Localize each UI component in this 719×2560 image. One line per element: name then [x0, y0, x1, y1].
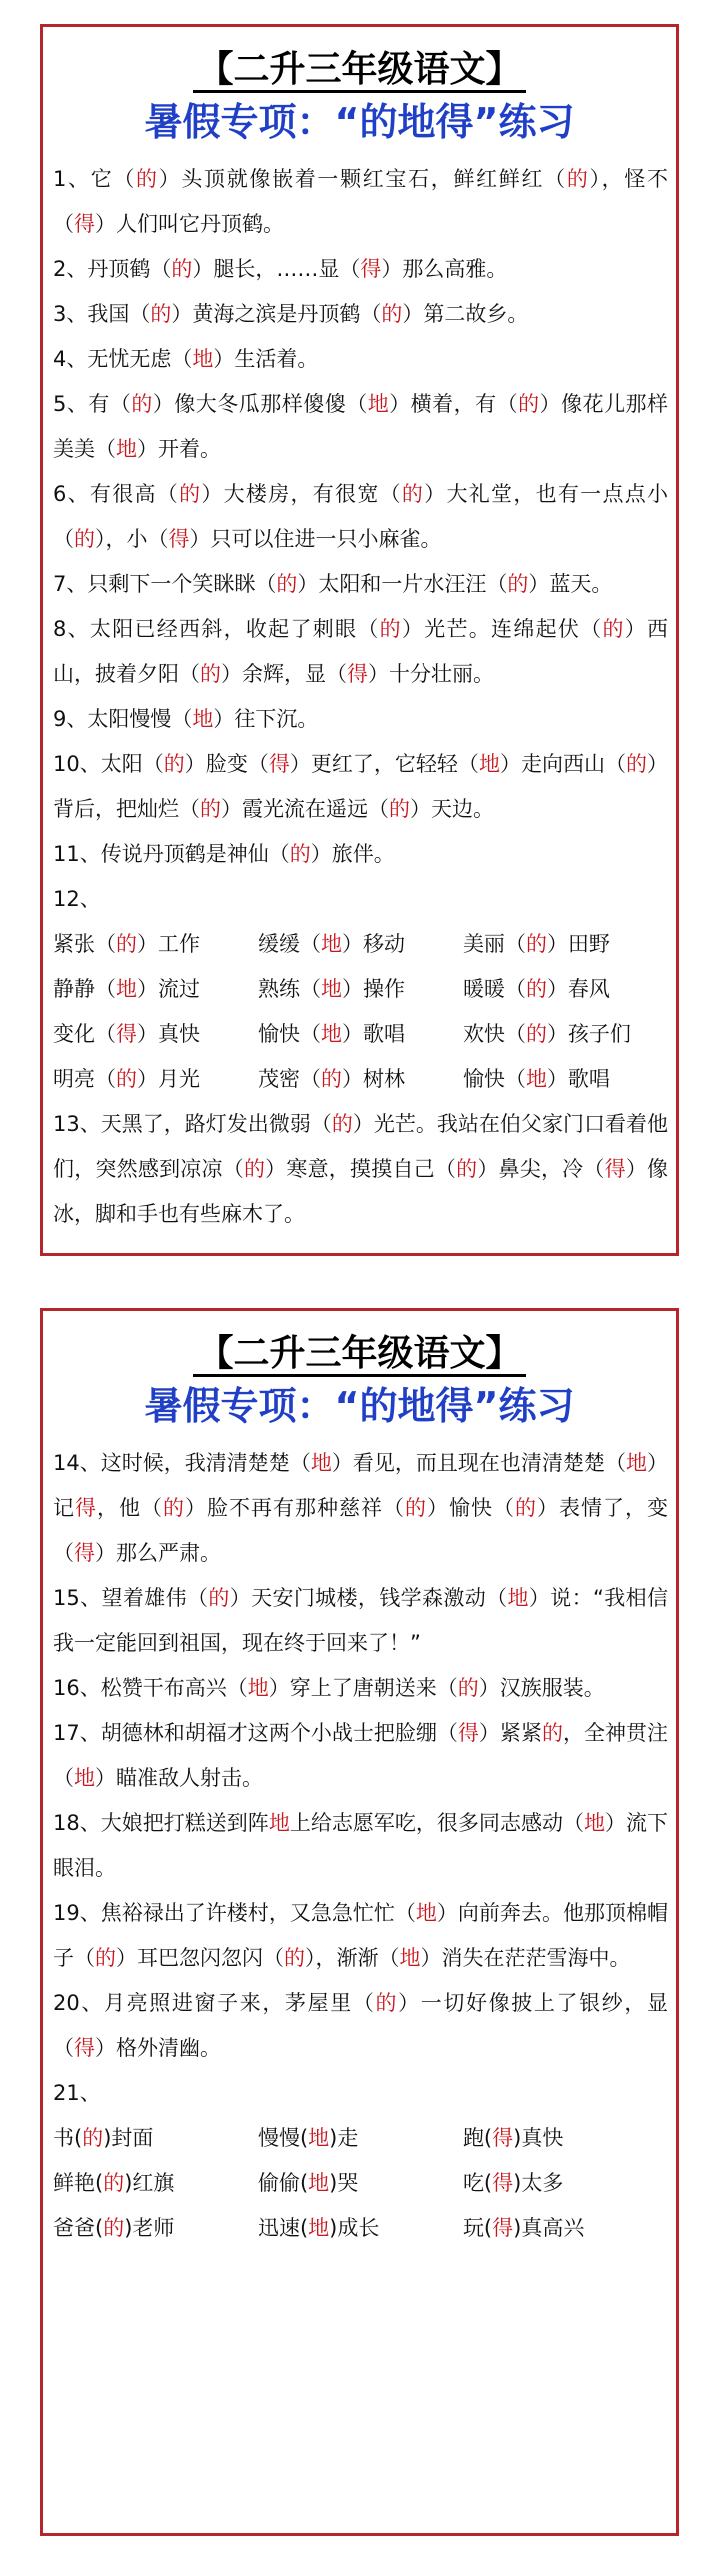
question-text: ）旅伴。: [310, 842, 395, 866]
question-list: [43, 1441, 676, 2116]
question-text: 迅速(: [257, 2216, 309, 2240]
question-text: 暖暖（: [462, 977, 526, 1001]
answer-word: 得: [492, 2216, 514, 2240]
question-text: )老师: [124, 2216, 175, 2240]
grid-cell: [463, 1012, 668, 1057]
answer-word: 地: [320, 977, 342, 1001]
answer-word: 的: [179, 482, 202, 506]
answer-word: 得: [75, 1496, 97, 1520]
answer-word: 得: [74, 212, 95, 236]
question-text: ）人们叫它丹顶鹤。: [95, 212, 284, 236]
question-text: ）天边。: [410, 797, 494, 821]
question-item: [43, 1801, 676, 1891]
answer-word: 的: [74, 527, 95, 551]
question-text: ）瞄准敌人射击。: [95, 1766, 263, 1790]
question-text: ）光芒。我站在伯父家门口看着他们，突然感到凉凉（: [53, 1112, 668, 1181]
answer-word: 的: [375, 1991, 399, 2015]
question-text: )真高兴: [513, 2216, 585, 2240]
question-text: ）余辉，显（: [221, 662, 347, 686]
answer-word: 的: [116, 932, 137, 956]
grid-cell: [463, 922, 668, 967]
answer-word: 得: [116, 1022, 137, 1046]
question-text: 12、: [53, 887, 101, 911]
answer-word: 得: [604, 1157, 626, 1181]
answer-word: 得: [268, 752, 290, 776]
question-text: ），小（: [95, 527, 169, 551]
grid-cell: [53, 1012, 258, 1057]
grid-cell: [258, 2116, 463, 2161]
answer-word: 得: [347, 662, 368, 686]
question-text: ，全神贯注（: [53, 1721, 669, 1790]
worksheet-page-2: [40, 1308, 679, 2536]
answer-word: 的: [163, 752, 185, 776]
grid-row: [53, 1057, 668, 1102]
answer-word: 的: [95, 1946, 116, 1970]
question-text: ）月光: [137, 1067, 200, 1091]
question-text: ）横着，有（: [389, 392, 519, 416]
question-text: ）寒意，摸摸自己（: [265, 1157, 457, 1181]
answer-word: 的: [541, 1721, 563, 1745]
question-text: ）生活着。: [213, 347, 319, 371]
grid-cell: [53, 2206, 258, 2251]
question-item: [43, 1441, 676, 1576]
question-text: ）紧紧: [478, 1721, 542, 1745]
grid-cell: [258, 1057, 463, 1102]
question-text: 16、松赞干布高兴（: [53, 1676, 248, 1700]
question-text: 17、胡德林和胡福才这两个小战士把脸绷（: [53, 1721, 458, 1745]
answer-word: 的: [525, 932, 547, 956]
answer-word: 得: [360, 257, 382, 281]
question-text: 8、太阳已经西斜，收起了刺眼（: [53, 617, 380, 641]
question-item: [43, 697, 676, 742]
question-item: [43, 607, 676, 697]
answer-word: 的: [389, 797, 410, 821]
question-text: ）那么严肃。: [95, 1541, 221, 1565]
grid-row: [53, 2206, 668, 2251]
question-text: ）头顶就像嵌着一颗红宝石，鲜红鲜红（: [158, 167, 567, 191]
question-text: )成长: [329, 2216, 380, 2240]
question-text: 欢快（: [462, 1022, 526, 1046]
question-text: 9、太阳慢慢（: [53, 707, 193, 731]
grid-cell: [463, 967, 668, 1012]
question-text: ）工作: [137, 932, 200, 956]
question-item: [43, 877, 676, 922]
answer-word: 的: [401, 482, 425, 506]
question-text: ）树林: [341, 1067, 405, 1091]
answer-word: 的: [200, 797, 221, 821]
question-item: [43, 472, 676, 562]
answer-word: 得: [74, 2036, 95, 2060]
question-text: ）一切好像披上了银纱，显（: [53, 1991, 669, 2060]
question-text: ）耳巴忽闪忽闪（: [116, 1946, 284, 1970]
question-item: [43, 337, 676, 382]
question-text: ）大礼堂，也有一点点小（: [53, 482, 669, 551]
answer-word: 地: [268, 1811, 290, 1835]
question-item: [43, 247, 676, 292]
question-text: ）只可以住进一只小麻雀。: [189, 527, 442, 551]
question-text: ）蓝天。: [528, 572, 613, 596]
grid-cell: [463, 1057, 668, 1102]
question-text: )哭: [329, 2171, 359, 2195]
answer-word: 地: [507, 1586, 529, 1610]
question-text: 2、丹顶鹤（: [53, 257, 172, 281]
answer-word: 的: [518, 392, 540, 416]
answer-word: 的: [456, 1157, 478, 1181]
question-text: ）像冰，脚和手也有些麻木了。: [53, 1157, 669, 1226]
word-grid: [43, 2116, 676, 2251]
question-text: ）消失在茫茫雪海中。: [420, 1946, 631, 1970]
question-text: 14、这时候，我清清楚楚（: [53, 1451, 311, 1475]
answer-word: 地: [74, 1766, 95, 1790]
grid-cell: [53, 2116, 258, 2161]
question-text: ）走向西山（: [499, 752, 627, 776]
question-text: ）表情了，变（: [53, 1496, 668, 1565]
question-text: 愉快（: [257, 1022, 321, 1046]
question-text: ）真快: [137, 1022, 200, 1046]
question-text: 15、望着雄伟（: [53, 1586, 209, 1610]
question-text: ）背后，把灿烂（: [53, 752, 669, 821]
answer-word: 的: [507, 572, 529, 596]
question-text: 鲜艳(: [53, 2171, 104, 2195]
answer-word: 地: [308, 2216, 330, 2240]
answer-word: 的: [284, 1946, 305, 1970]
question-text: 5、有（: [53, 392, 132, 416]
question-text: ）天安门城楼，钱学森激动（: [229, 1586, 508, 1610]
question-item: [43, 382, 676, 472]
question-text: 玩(: [462, 2216, 493, 2240]
question-text: 静静（: [53, 977, 116, 1001]
question-text: ）愉快（: [427, 1496, 515, 1520]
question-text: ）穿上了唐朝送来（: [268, 1676, 458, 1700]
question-text: ），怪不（: [53, 167, 668, 236]
question-text: 13、天黑了，路灯发出微弱（: [53, 1112, 332, 1136]
question-text: ）流下眼泪。: [53, 1811, 669, 1880]
answer-word: 的: [200, 662, 221, 686]
answer-word: 的: [243, 1157, 266, 1181]
answer-word: 的: [103, 2171, 125, 2195]
question-text: ）第二故乡。: [402, 302, 529, 326]
answer-word: 的: [602, 617, 625, 641]
question-text: 19、焦裕禄出了许楼村，又急急忙忙（: [53, 1901, 416, 1925]
grid-cell: [53, 967, 258, 1012]
grid-row: [53, 1012, 668, 1057]
answer-word: 的: [150, 302, 172, 326]
question-text: ）说：“我相信我一定能回到祖国，现在终于回来了！”: [53, 1586, 669, 1655]
grid-cell: [258, 1012, 463, 1057]
answer-word: 的: [626, 752, 648, 776]
question-text: 缓缓（: [257, 932, 321, 956]
question-text: 20、月亮照进窗子来，茅屋里（: [53, 1991, 376, 2015]
question-text: 明亮（: [53, 1067, 116, 1091]
question-text: ）脸变（: [184, 752, 269, 776]
grid-row: [53, 2161, 668, 2206]
answer-word: 的: [405, 1496, 427, 1520]
question-text: ）西山，披着夕阳（: [53, 617, 669, 686]
question-text: ）田野: [546, 932, 610, 956]
answer-word: 的: [320, 1067, 342, 1091]
question-text: 10、太阳（: [53, 752, 164, 776]
answer-word: 的: [525, 1022, 547, 1046]
answer-word: 地: [116, 437, 137, 461]
question-text: ）脸不再有那种慈祥（: [185, 1496, 405, 1520]
question-text: )红旗: [124, 2171, 175, 2195]
answer-word: 的: [457, 1676, 479, 1700]
grid-cell: [258, 2161, 463, 2206]
answer-word: 的: [515, 1496, 537, 1520]
grid-cell: [53, 922, 258, 967]
question-text: 书(: [53, 2126, 83, 2150]
question-text: 11、传说丹顶鹤是神仙（: [53, 842, 290, 866]
question-item: [43, 562, 676, 607]
answer-word: 的: [136, 167, 159, 191]
answer-word: 的: [276, 572, 298, 596]
answer-word: 的: [131, 392, 153, 416]
answer-word: 地: [367, 392, 390, 416]
question-text: 18、大娘把打糕送到阵: [53, 1811, 269, 1835]
answer-word: 的: [331, 1112, 353, 1136]
question-text: 慢慢(: [257, 2126, 309, 2150]
answer-word: 地: [320, 932, 342, 956]
page-subtitle: 暑假专项：“的地得”练习: [144, 100, 575, 144]
question-item: [43, 832, 676, 877]
question-text: ）那么高雅。: [381, 257, 508, 281]
question-list-after: [43, 1102, 676, 1237]
answer-word: 的: [208, 1586, 230, 1610]
answer-word: 得: [168, 527, 190, 551]
question-text: ）向前奔去。他那顶棉帽子（: [53, 1901, 669, 1970]
question-text: ）光芒。连绵起伏（: [401, 617, 603, 641]
answer-word: 的: [103, 2216, 125, 2240]
worksheet-page-1: [40, 24, 679, 1256]
page-subtitle: 暑假专项：“的地得”练习: [144, 1384, 575, 1428]
question-text: ）往下沉。: [213, 707, 319, 731]
question-text: ，他（: [97, 1496, 163, 1520]
question-text: 紧张（: [53, 932, 116, 956]
question-text: )太多: [513, 2171, 564, 2195]
grid-cell: [463, 2116, 668, 2161]
answer-word: 的: [289, 842, 311, 866]
question-text: 3、我国（: [53, 302, 151, 326]
answer-word: 的: [379, 617, 402, 641]
answer-word: 地: [525, 1067, 547, 1091]
answer-word: 地: [478, 752, 500, 776]
question-text: ）霞光流在遥远（: [221, 797, 389, 821]
question-text: ）移动: [341, 932, 405, 956]
question-text: ）更红了，它轻轻（: [289, 752, 479, 776]
answer-word: 地: [247, 1676, 269, 1700]
question-text: 愉快（: [462, 1067, 526, 1091]
question-text: ）春风: [546, 977, 610, 1001]
question-text: 跑(: [462, 2126, 493, 2150]
question-text: )走: [329, 2126, 359, 2150]
answer-word: 的: [82, 2126, 104, 2150]
question-text: 美丽（: [462, 932, 526, 956]
answer-word: 地: [583, 1811, 605, 1835]
question-item: [43, 742, 676, 832]
question-item: [43, 1576, 676, 1666]
question-text: ）大楼房，有很宽（: [201, 482, 402, 506]
question-item: [43, 1666, 676, 1711]
question-text: 6、有很高（: [53, 482, 180, 506]
word-grid: [43, 922, 676, 1102]
answer-word: 的: [116, 1067, 137, 1091]
answer-word: 地: [308, 2126, 330, 2150]
question-text: ）像花儿那样美美（: [53, 392, 669, 461]
question-text: ）记: [53, 1451, 669, 1520]
page-title: 【二升三年级语文】: [43, 1331, 676, 1377]
grid-cell: [463, 2161, 668, 2206]
answer-word: 地: [116, 977, 137, 1001]
question-text: 1、它（: [53, 167, 137, 191]
question-item: [43, 1102, 676, 1237]
question-text: ）看见，而且现在也清清楚楚（: [331, 1451, 626, 1475]
question-text: 偷偷(: [257, 2171, 309, 2195]
answer-word: 的: [381, 302, 403, 326]
question-text: ）开着。: [137, 437, 221, 461]
answer-word: 得: [492, 2126, 514, 2150]
question-text: ）十分壮丽。: [368, 662, 494, 686]
question-text: ）太阳和一片水汪汪（: [297, 572, 508, 596]
answer-word: 得: [74, 1541, 95, 1565]
grid-cell: [258, 922, 463, 967]
question-text: 茂密（: [257, 1067, 321, 1091]
answer-word: 地: [415, 1901, 437, 1925]
answer-word: 的: [171, 257, 193, 281]
question-list: [43, 157, 676, 922]
question-text: )封面: [103, 2126, 154, 2150]
answer-word: 得: [492, 2171, 514, 2195]
question-text: ）歌唱: [341, 1022, 405, 1046]
question-text: ）孩子们: [546, 1022, 631, 1046]
question-item: [43, 1711, 676, 1801]
grid-cell: [258, 967, 463, 1012]
question-text: ）操作: [341, 977, 405, 1001]
answer-word: 地: [192, 347, 214, 371]
question-item: [43, 157, 676, 247]
question-text: 吃(: [462, 2171, 493, 2195]
grid-cell: [463, 2206, 668, 2251]
question-text: 爸爸(: [53, 2216, 104, 2240]
question-text: 变化（: [53, 1022, 116, 1046]
question-text: 7、只剩下一个笑眯眯（: [53, 572, 277, 596]
answer-word: 地: [192, 707, 214, 731]
question-text: ）汉族服装。: [478, 1676, 605, 1700]
answer-word: 的: [525, 977, 547, 1001]
question-item: [43, 292, 676, 337]
question-text: ）格外清幽。: [95, 2036, 221, 2060]
question-item: [43, 1981, 676, 2071]
question-text: ）腿长，……显（: [192, 257, 361, 281]
question-text: 4、无忧无虑（: [53, 347, 193, 371]
question-item: [43, 1891, 676, 1981]
question-item: [43, 2071, 676, 2116]
question-text: ），渐渐（: [305, 1946, 400, 1970]
answer-word: 地: [399, 1946, 421, 1970]
question-text: ）鼻尖，冷（: [477, 1157, 605, 1181]
question-text: 上给志愿军吃，很多同志感动（: [289, 1811, 584, 1835]
answer-word: 地: [320, 1022, 342, 1046]
answer-word: 得: [457, 1721, 479, 1745]
answer-word: 地: [310, 1451, 332, 1475]
answer-word: 地: [626, 1451, 648, 1475]
grid-cell: [53, 2161, 258, 2206]
question-text: )真快: [513, 2126, 564, 2150]
grid-row: [53, 967, 668, 1012]
question-text: 熟练（: [257, 977, 321, 1001]
grid-row: [53, 922, 668, 967]
question-text: ）像大冬瓜那样傻傻（: [152, 392, 368, 416]
question-text: ）黄海之滨是丹顶鹤（: [171, 302, 382, 326]
answer-word: 的: [566, 167, 590, 191]
question-text: ）歌唱: [546, 1067, 610, 1091]
question-text: ）流过: [137, 977, 200, 1001]
grid-cell: [258, 2206, 463, 2251]
answer-word: 的: [163, 1496, 185, 1520]
grid-cell: [53, 1057, 258, 1102]
answer-word: 地: [308, 2171, 330, 2195]
question-text: 21、: [53, 2081, 101, 2105]
page-title: 【二升三年级语文】: [43, 47, 676, 93]
grid-row: [53, 2116, 668, 2161]
